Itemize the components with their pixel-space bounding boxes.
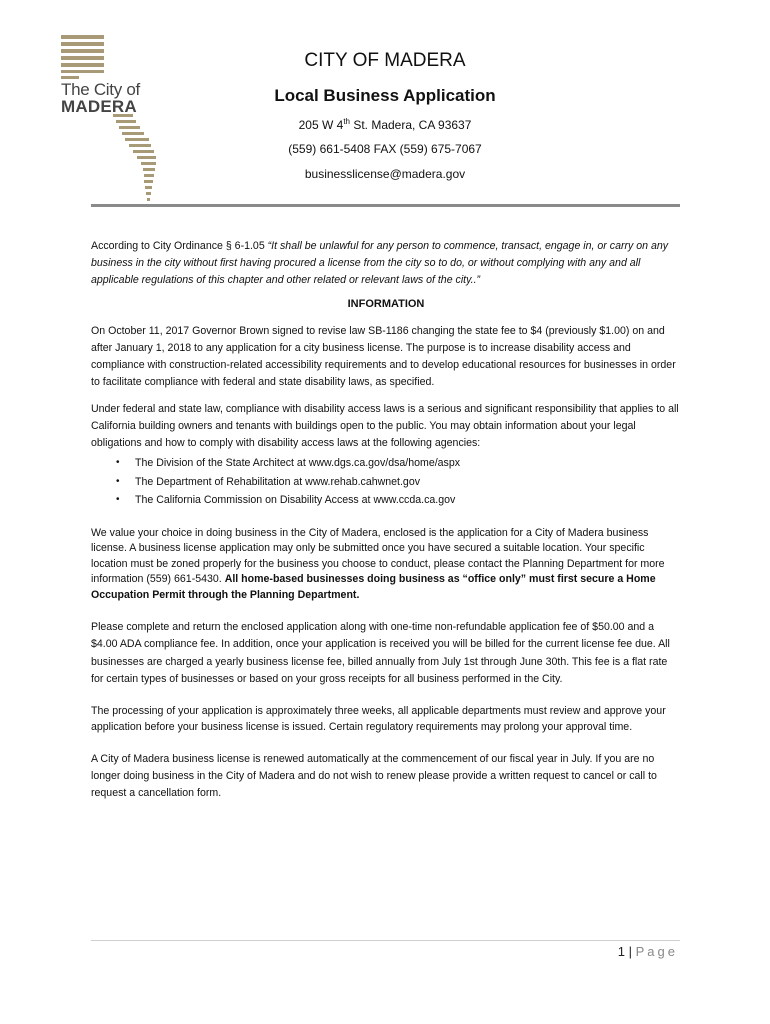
city-title: CITY OF MADERA <box>304 50 466 71</box>
header-divider <box>91 204 680 207</box>
city-of-madera-logo <box>58 32 158 217</box>
paragraph-fees: Please complete and return the enclosed application along with one-time non-refundable application fee of $50.00 and a $4.00 ADA compliance fee. In addition, once your application is received you will be billed for the current license fee due. All businesses are charged a yearly business license fee, billed annually from July 1st through June 30th. This fee is a flat rate for certain types of businesses or based on your gross receipts for all business performed in the City. <box>91 621 670 685</box>
document-body <box>91 238 681 812</box>
ordinance-lead: According to City Ordinance § 6-1.05 <box>91 240 268 252</box>
logo-text-line2: MADERA <box>61 97 137 116</box>
page-number-value: 1 <box>617 944 626 959</box>
bullet-icon: • <box>116 494 120 506</box>
home-based-notice: All home-based businesses doing business as “office only” must first secure a Home Occupation Permit through the Planning Department. <box>91 573 656 601</box>
list-item <box>116 473 681 492</box>
address <box>240 117 530 132</box>
page-number <box>618 944 678 959</box>
agency-list <box>91 454 681 510</box>
business-choice-text: We value your choice in doing business in the City of Madera, enclosed is the application for a City of Madera business license. A business license application may only be submitted once you have secured a suitable location. Your specific location must be zoned properly for the business you choose to conduct, please contact the Planning Department for more information (559) 661-5430. <box>91 526 665 586</box>
paragraph-sb1186: On October 11, 2017 Governor Brown signed to revise law SB-1186 changing the state fee to $4 (previously $1.00) on and after January 1, 2018 to any application for a city business license. The purpose is to increase disability access and compliance with construction-related accessibility requirements and to develop educational resources for businesses in order to facilitate compliance with federal and state disability laws, as specified. <box>91 324 676 389</box>
address-city: St. Madera, CA 93637 <box>349 118 472 132</box>
paragraph-business-choice <box>91 526 681 604</box>
agency-text: The Department of Rehabilitation at www.rehab.cahwnet.gov <box>135 475 421 488</box>
logo-text-line1: The City of <box>61 80 140 99</box>
ordinance-quote: “It shall be unlawful for any person to commence, transact, engage in, or carry on any business in the city without first having procured a license from the city so to do, or without complying with any and all applicable regulations of this chapter and other related or relevant laws of the city..” <box>91 240 669 287</box>
application-title: Local Business Application <box>274 86 496 105</box>
page-word: Page <box>635 944 678 959</box>
bullet-icon: • <box>116 475 120 487</box>
paragraph-renewal: A City of Madera business license is renewed automatically at the commencement of our fiscal year in July. If you are no longer doing business in the City of Madera and do not wish to renew please provide a written request to cancel or call to request a cancellation form. <box>91 753 657 800</box>
address-ordinal: th <box>343 117 350 126</box>
address-street: 205 W 4 <box>298 118 344 132</box>
bullet-icon: • <box>116 457 120 469</box>
footer-divider <box>91 940 680 941</box>
agency-text: The Division of the State Architect at www.dgs.ca.gov/dsa/home/aspx <box>135 457 461 470</box>
information-heading: INFORMATION <box>347 297 425 310</box>
paragraph-processing: The processing of your application is approximately three weeks, all applicable departments must review and approve your application before your business license is issued. Certain regulatory requirements may prolong your approval time. <box>91 705 666 733</box>
contact-email: businesslicense@madera.gov <box>304 167 466 181</box>
paragraph-disability-law: Under federal and state law, compliance with disability access laws is a serious and significant responsibility that applies to all California building owners and tenants with buildings open to the public. You may obtain information about your legal obligations and how to comply with disability access laws at the following agencies: <box>91 402 679 450</box>
page-separator: | <box>625 944 636 959</box>
list-item <box>116 491 681 510</box>
agency-text: The California Commission on Disability Access at www.ccda.ca.gov <box>135 494 456 507</box>
ordinance-paragraph <box>91 238 681 290</box>
phone-fax: (559) 661-5408 FAX (559) 675-7067 <box>288 142 482 156</box>
list-item <box>116 454 681 473</box>
